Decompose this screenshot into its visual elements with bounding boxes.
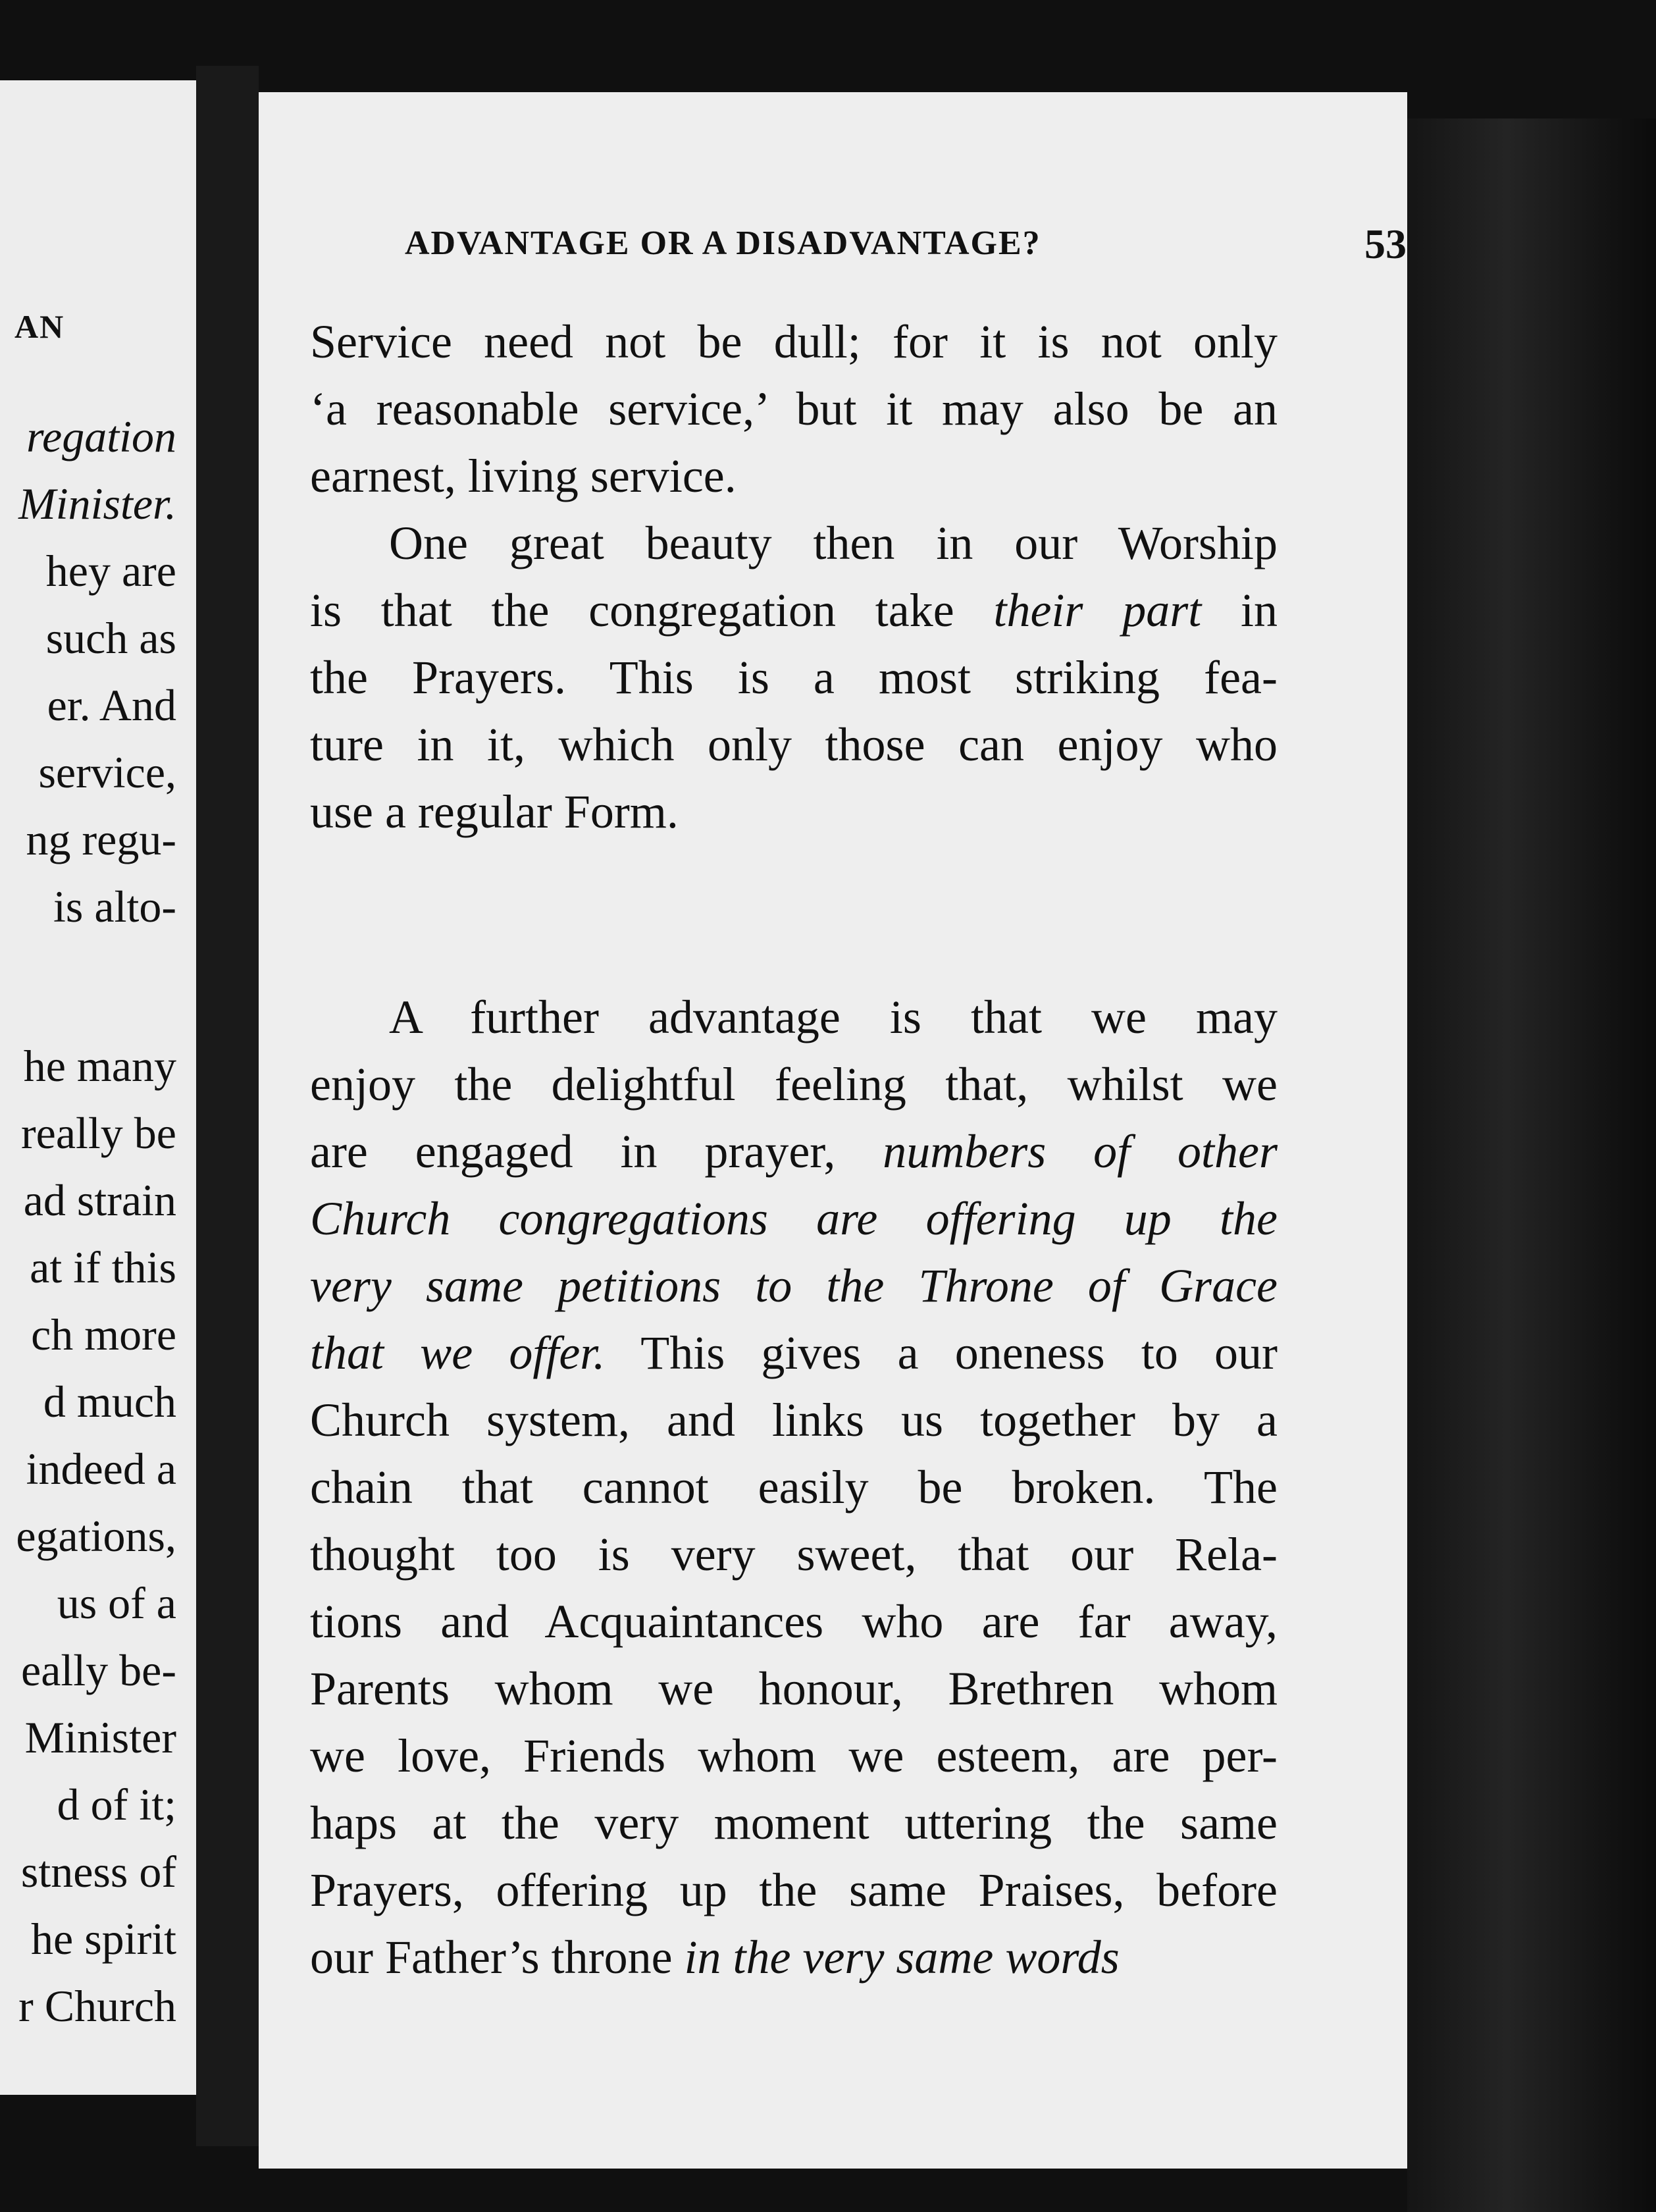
left-page-line: stness of xyxy=(20,1847,176,1897)
text-run: thought too is very sweet, that our Rela- xyxy=(310,1528,1278,1581)
left-page-line: hey are xyxy=(45,546,176,596)
text-run: in xyxy=(1201,584,1278,637)
text-run: Service need not be dull; for it is not only xyxy=(310,315,1278,368)
italic-text: numbers of other xyxy=(883,1125,1278,1178)
text-line xyxy=(310,1521,1278,1588)
italic-text: that we offer. xyxy=(310,1327,606,1379)
text-line xyxy=(310,1386,1278,1454)
text-run: ture in it, which only those can enjoy who xyxy=(310,718,1278,771)
previous-page-fragment xyxy=(0,80,196,2095)
left-page-line: egations, xyxy=(16,1511,176,1561)
text-line xyxy=(310,778,1278,845)
text-line xyxy=(310,510,1278,577)
italic-text: their part xyxy=(993,584,1202,637)
paragraph xyxy=(310,510,1278,845)
left-page-line: d of it; xyxy=(57,1779,176,1830)
left-page-text xyxy=(0,403,176,2040)
text-run: Prayers, offering up the same Praises, before xyxy=(310,1864,1278,1916)
left-page-line: regation xyxy=(26,411,176,461)
text-line xyxy=(310,984,1278,1051)
text-line xyxy=(310,1655,1278,1722)
left-page-line: he many xyxy=(23,1041,176,1091)
text-line xyxy=(310,1118,1278,1185)
left-page-line: eally be- xyxy=(21,1645,176,1695)
text-run: haps at the very moment uttering the same xyxy=(310,1797,1278,1849)
text-line xyxy=(310,1051,1278,1118)
text-run: tions and Acquaintances who are far away, xyxy=(310,1595,1278,1648)
left-page-line: he spirit xyxy=(31,1914,176,1964)
text-line xyxy=(310,577,1278,644)
running-title: ADVANTAGE OR A DISADVANTAGE? xyxy=(405,224,1041,262)
left-page-line: indeed a xyxy=(26,1444,176,1494)
left-page-line: such as xyxy=(45,613,176,663)
left-running-head: AN xyxy=(14,308,65,345)
left-page-line: ch more xyxy=(31,1309,176,1359)
text-run: we love, Friends whom we esteem, are per- xyxy=(310,1729,1278,1782)
left-page-line xyxy=(0,940,176,1032)
text-run: This gives a oneness to our xyxy=(605,1327,1278,1379)
left-page-line: Minister. xyxy=(18,479,176,529)
text-run: are engaged in prayer, xyxy=(310,1125,883,1178)
running-head xyxy=(405,221,1407,276)
body-text xyxy=(310,308,1278,1991)
text-run: is that the congregation take xyxy=(310,584,994,637)
text-line xyxy=(310,308,1278,375)
text-run: Parents whom we honour, Brethren whom xyxy=(310,1662,1278,1715)
text-run: ‘a reasonable service,’ but it may also be an xyxy=(310,382,1278,435)
text-run: use a regular Form. xyxy=(310,785,679,838)
text-run: A further advantage is that we may xyxy=(389,991,1278,1043)
left-page-line: at if this xyxy=(30,1242,176,1292)
italic-text: very same petitions to the Throne of Grace xyxy=(310,1259,1278,1312)
paragraph xyxy=(310,984,1278,1991)
text-line xyxy=(310,1722,1278,1789)
left-page-line: us of a xyxy=(57,1578,176,1628)
text-run: earnest, living service. xyxy=(310,450,737,502)
left-page-line: service, xyxy=(38,747,176,797)
text-line xyxy=(310,1789,1278,1856)
text-run: chain that cannot easily be broken. The xyxy=(310,1461,1278,1514)
left-page-line: really be xyxy=(21,1108,176,1158)
text-line xyxy=(310,1924,1278,1991)
text-run: our Father’s throne xyxy=(310,1931,685,1984)
text-line xyxy=(310,1856,1278,1924)
italic-text: Church congregations are offering up the xyxy=(310,1192,1278,1245)
italic-text: in the very same words xyxy=(684,1931,1120,1984)
text-line xyxy=(310,1185,1278,1252)
text-line xyxy=(310,1319,1278,1386)
left-page-line: is alto- xyxy=(53,882,176,932)
text-line xyxy=(310,711,1278,778)
left-page-line: ng regu- xyxy=(26,814,176,864)
text-run: One great beauty then in our Worship xyxy=(389,517,1278,569)
section-break xyxy=(310,845,1278,984)
text-run: the Prayers. This is a most striking fea- xyxy=(310,651,1278,704)
text-line xyxy=(310,375,1278,442)
left-page-line: Minister xyxy=(24,1712,176,1762)
page-number: 53 xyxy=(1364,221,1407,267)
left-page-line: er. And xyxy=(47,680,176,730)
left-page-line: ad strain xyxy=(23,1175,176,1225)
page-53 xyxy=(259,92,1407,2169)
left-page-line: d much xyxy=(43,1377,176,1427)
paragraph xyxy=(310,308,1278,510)
text-line xyxy=(310,644,1278,711)
text-run: enjoy the delightful feeling that, whilst we xyxy=(310,1058,1278,1111)
text-line xyxy=(310,1252,1278,1319)
page-edge-shadow xyxy=(1407,118,1656,2212)
text-line xyxy=(310,1588,1278,1655)
book-gutter xyxy=(196,66,259,2146)
left-page-line: r Church xyxy=(18,1981,176,2031)
text-line xyxy=(310,1454,1278,1521)
text-run: Church system, and links us together by a xyxy=(310,1394,1278,1446)
text-line xyxy=(310,442,1278,510)
